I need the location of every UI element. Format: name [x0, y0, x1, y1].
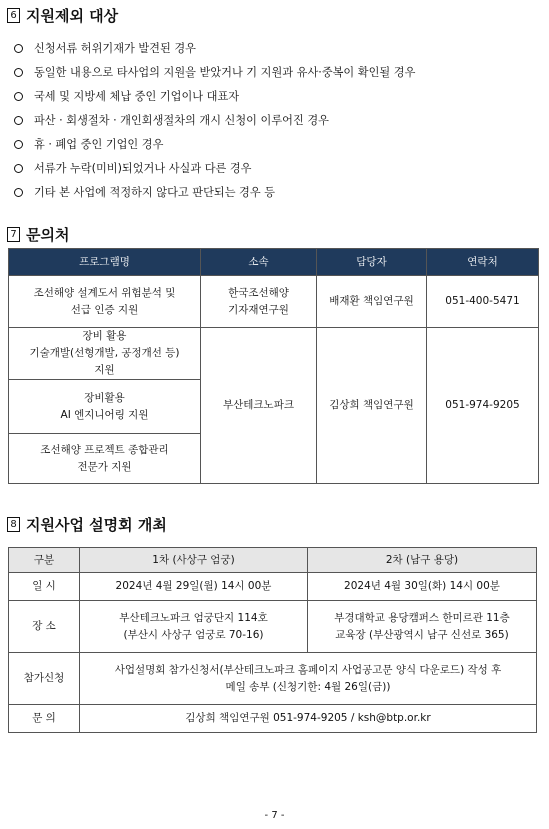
table-row: [9, 601, 537, 653]
manager-cell: 김상희 책임연구원: [317, 328, 427, 484]
org-cell: 부산테크노파크: [201, 328, 317, 484]
exclusion-list: [14, 36, 415, 204]
program-cell: 장비 활용 기술개발(선형개발, 공정개선 등) 지원: [9, 328, 201, 380]
phone-cell: 051-400-5471: [427, 276, 539, 328]
table-row: [9, 705, 537, 733]
section-number-box: 8: [7, 517, 20, 532]
row-label: 참가신청: [9, 653, 80, 705]
column-header: 2차 (남구 용당): [308, 548, 537, 573]
place-second: 부경대학교 용당캠퍼스 한미르관 11층 교육장 (부산광역시 남구 신선로 365): [308, 601, 537, 653]
row-label: 장 소: [9, 601, 80, 653]
circle-bullet-icon: [14, 68, 23, 77]
briefing-table: [8, 547, 537, 733]
table-row: [9, 573, 537, 601]
table-header-row: [9, 249, 539, 276]
date-first: 2024년 4월 29일(월) 14시 00분: [80, 573, 308, 601]
table-header-row: [9, 548, 537, 573]
column-header: 프로그램명: [9, 249, 201, 276]
section-title: 문의처: [26, 226, 70, 244]
circle-bullet-icon: [14, 164, 23, 173]
row-label: 문 의: [9, 705, 80, 733]
section-number-box: 6: [7, 8, 20, 23]
column-header: 구분: [9, 548, 80, 573]
page-number: - 7 -: [264, 810, 285, 821]
column-header: 연락처: [427, 249, 539, 276]
org-cell: 한국조선해양 기자재연구원: [201, 276, 317, 328]
program-cell: 조선해양 프로젝트 종합관리 전문가 지원: [9, 434, 201, 484]
program-cell: 조선해양 설계도서 위험분석 및 선급 인증 지원: [9, 276, 201, 328]
contact-table: [8, 248, 539, 484]
circle-bullet-icon: [14, 92, 23, 101]
column-header: 담당자: [317, 249, 427, 276]
list-item: 동일한 내용으로 타사업의 지원을 받았거나 기 지원과 유사·중복이 확인될 경우: [14, 60, 415, 84]
section-6-heading: [7, 5, 118, 26]
circle-bullet-icon: [14, 188, 23, 197]
column-header: 소속: [201, 249, 317, 276]
date-second: 2024년 4월 30일(화) 14시 00분: [308, 573, 537, 601]
phone-cell: 051-974-9205: [427, 328, 539, 484]
program-cell: 장비활용 AI 엔지니어링 지원: [9, 380, 201, 434]
section-number-box: 7: [7, 227, 20, 242]
circle-bullet-icon: [14, 116, 23, 125]
place-first: 부산테크노파크 엄궁단지 114호 (부산시 사상구 엄궁로 70-16): [80, 601, 308, 653]
list-item: 신청서류 허위기재가 발견된 경우: [14, 36, 415, 60]
table-row: [9, 653, 537, 705]
table-row: [9, 328, 539, 380]
table-row: [9, 276, 539, 328]
list-item: 기타 본 사업에 적정하지 않다고 판단되는 경우 등: [14, 180, 415, 204]
apply-text: 사업설명회 참가신청서(부산테크노파크 홈페이지 사업공고문 양식 다운로드) 작성 후 메일 송부 (신청기한: 4월 26일(금)): [80, 653, 537, 705]
section-title: 지원제외 대상: [26, 7, 119, 25]
manager-cell: 배재환 책임연구원: [317, 276, 427, 328]
section-7-heading: [7, 224, 69, 245]
section-8-heading: [7, 514, 167, 535]
inquiry-text: 김상희 책임연구원 051-974-9205 / ksh@btp.or.kr: [80, 705, 537, 733]
list-item: 국세 및 지방세 체납 중인 기업이나 대표자: [14, 84, 415, 108]
list-item: 서류가 누락(미비)되었거나 사실과 다른 경우: [14, 156, 415, 180]
column-header: 1차 (사상구 엄궁): [80, 548, 308, 573]
circle-bullet-icon: [14, 44, 23, 53]
row-label: 일 시: [9, 573, 80, 601]
list-item: 파산 · 회생절차 · 개인회생절차의 개시 신청이 이루어진 경우: [14, 108, 415, 132]
section-title: 지원사업 설명회 개최: [26, 516, 167, 534]
list-item: 휴 · 폐업 중인 기업인 경우: [14, 132, 415, 156]
circle-bullet-icon: [14, 140, 23, 149]
